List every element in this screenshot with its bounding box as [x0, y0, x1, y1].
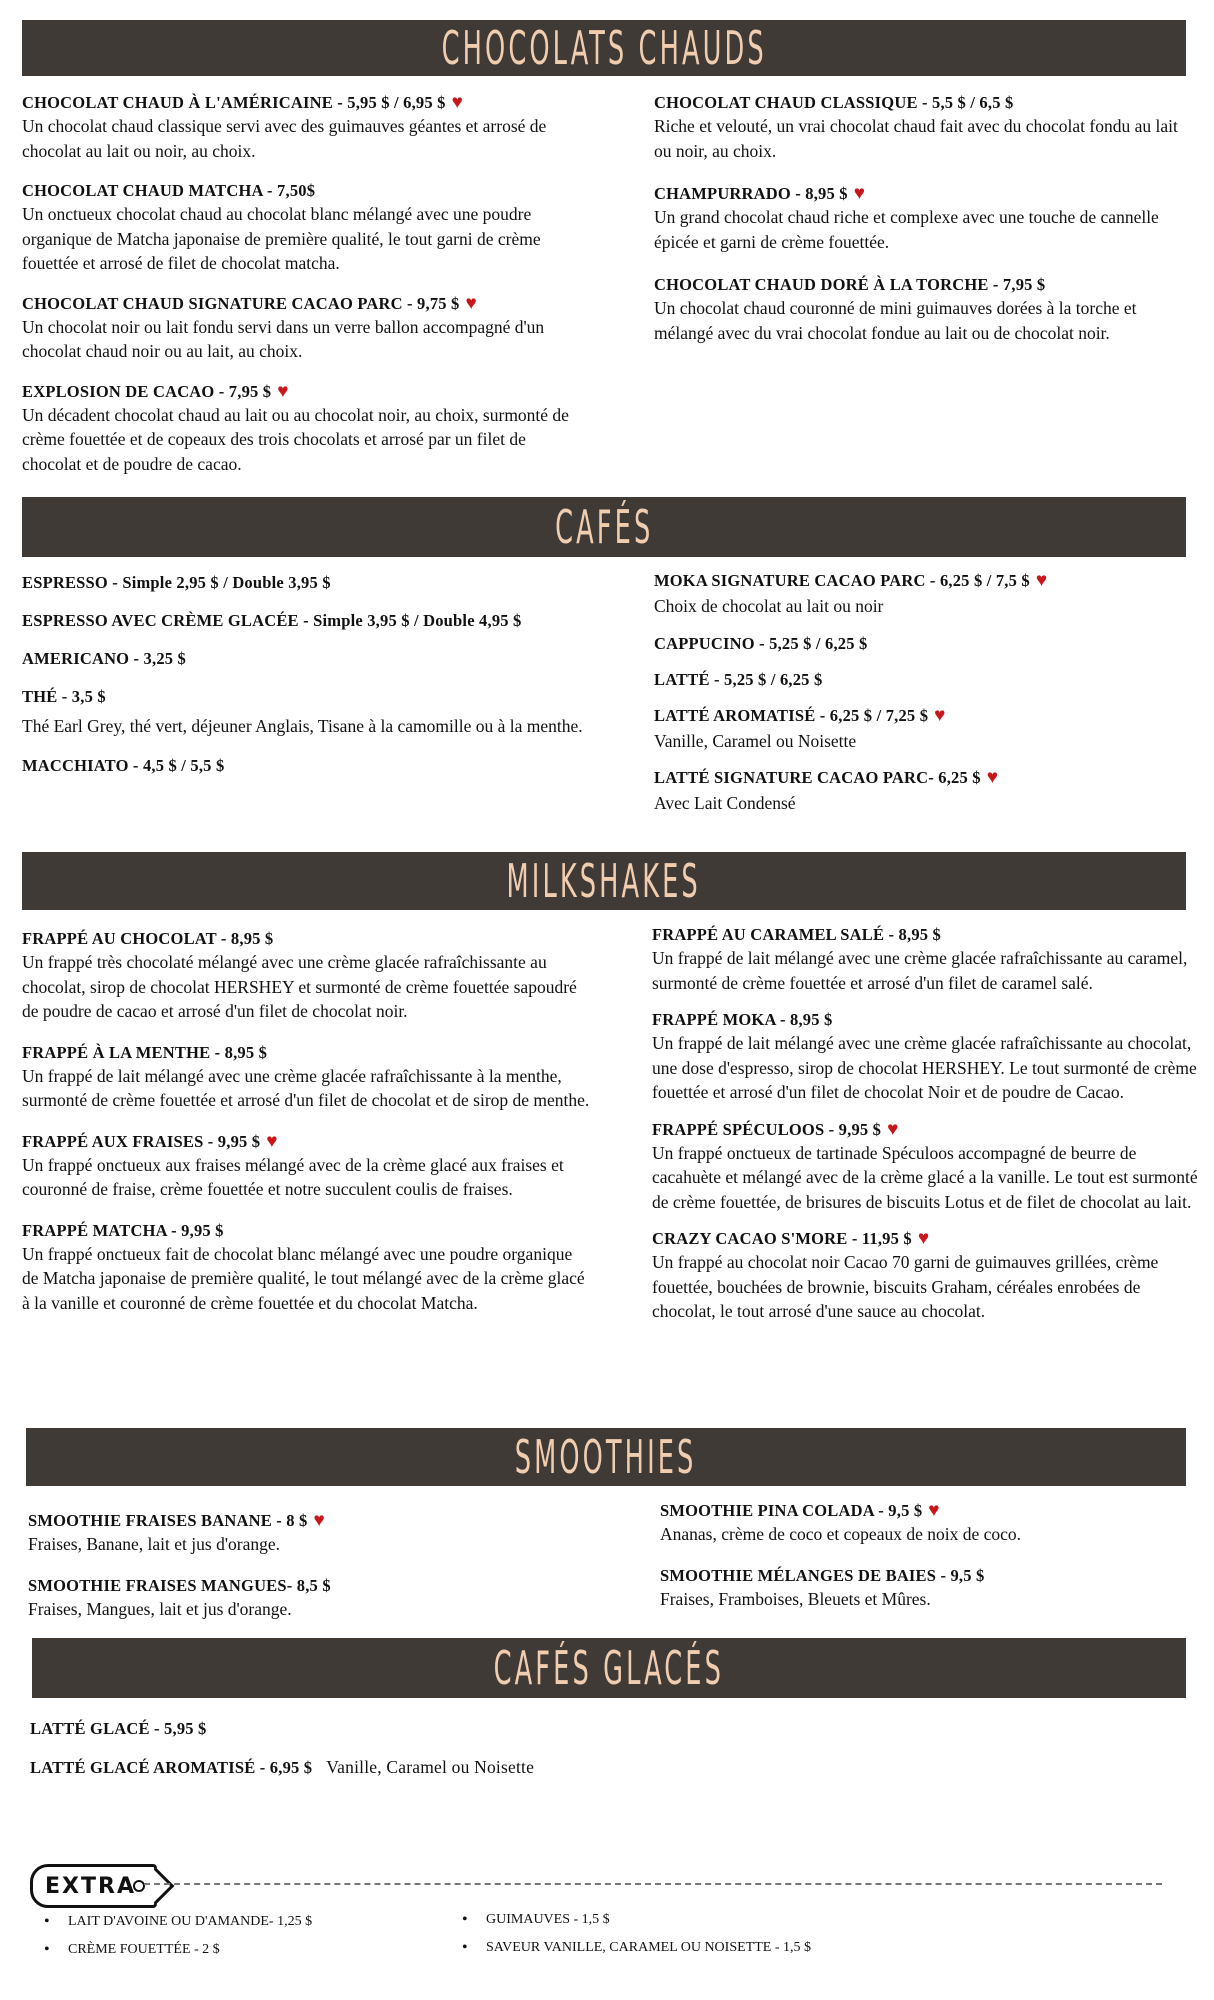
- menu-item: [22, 755, 612, 777]
- extra-badge-hole: [133, 1880, 145, 1892]
- menu-item-name-price: FRAPPÉ AU CHOCOLAT - 8,95 $: [22, 929, 274, 948]
- menu-item-name-price: CAPPUCINO - 5,25 $ / 6,25 $: [654, 633, 868, 653]
- menu-item: [30, 1756, 930, 1779]
- section-title: CHOCOLATS CHAUDS: [441, 21, 767, 75]
- menu-item-name-price: SMOOTHIE FRAISES BANANE - 8 $: [28, 1511, 308, 1530]
- section-banner-iced-coffees: [32, 1638, 1186, 1698]
- menu-item-description: Un onctueux chocolat chaud au chocolat blanc mélangé avec une poudre organique de Matcha japonaise de première qualité, le tout garni de crème fouettée et arrosé de filet de chocolat matcha.: [22, 204, 541, 273]
- menu-item-name-price: FRAPPÉ MOKA - 8,95 $: [652, 1010, 833, 1029]
- extra-item: • LAIT D'AVOINE OU D'AMANDE- 1,25 $: [68, 1908, 312, 1936]
- menu-item-name-price: CHOCOLAT CHAUD SIGNATURE CACAO PARC - 9,75 $: [22, 293, 460, 313]
- menu-item-name-price: LATTÉ - 5,25 $ / 6,25 $: [654, 669, 823, 689]
- menu-item: [22, 1220, 592, 1316]
- menu-item-title: [654, 767, 1194, 789]
- menu-item-name-price: ESPRESSO - Simple 2,95 $ / Double 3,95 $: [22, 573, 331, 592]
- section-banner-milkshakes: [22, 852, 1186, 910]
- menu-item: [654, 705, 1194, 754]
- menu-item-title: [22, 755, 612, 777]
- menu-item-title: [654, 570, 1194, 592]
- menu-item-description: Un frappé de lait mélangé avec une crème glacée rafraîchissante au caramel, surmonté de crème fouettée et arrosé d'un filet de caramel salé.: [652, 948, 1188, 993]
- heart-icon: ♥: [1035, 570, 1048, 591]
- menu-item-description: Fraises, Framboises, Bleuets et Mûres.: [660, 1588, 931, 1609]
- smoothies-right-column: [660, 1500, 1200, 1611]
- menu-item-description: Vanille, Caramel ou Noisette: [326, 1757, 535, 1777]
- menu-item: [22, 92, 582, 163]
- menu-item-description: Un frappé de lait mélangé avec une crème glacée rafraîchissante à la menthe, surmonté de crème fouettée et arrosé d'un filet de chocolat et de sirop de menthe.: [22, 1065, 590, 1110]
- menu-item-name-price: MOKA SIGNATURE CACAO PARC - 6,25 $ / 7,5 $: [654, 571, 1030, 590]
- menu-item-title: [654, 183, 1194, 205]
- menu-item: [652, 1119, 1204, 1215]
- menu-item-name-price: LATTÉ AROMATISÉ - 6,25 $ / 7,25 $: [654, 705, 929, 725]
- menu-item: [22, 293, 582, 364]
- menu-item: [654, 92, 1194, 163]
- menu-item: [22, 686, 612, 739]
- extra-list-right: [486, 1906, 811, 1962]
- menu-item-description: Fraises, Mangues, lait et jus d'orange.: [28, 1598, 292, 1619]
- menu-item-title: [652, 1009, 1204, 1031]
- section-banner-coffees: [22, 497, 1186, 557]
- menu-item-title: [22, 648, 612, 670]
- menu-item: [22, 610, 612, 632]
- menu-item: [660, 1565, 1200, 1612]
- menu-item-title: [22, 686, 612, 708]
- menu-item: [654, 183, 1194, 254]
- menu-item-description: Un décadent chocolat chaud au lait ou au chocolat noir, au choix, surmonté de crème fouettée et de copeaux des trois chocolats et arrosé par un filet de chocolat et de poudre de cacao.: [22, 404, 569, 474]
- menu-item: [654, 633, 1194, 655]
- menu-item-name-price: CRAZY CACAO S'MORE - 11,95 $: [652, 1229, 912, 1248]
- menu-item-name-price: AMERICANO - 3,25 $: [22, 649, 187, 668]
- menu-item-name-price: SMOOTHIE MÉLANGES DE BAIES - 9,5 $: [660, 1565, 985, 1585]
- menu-item-name-price: LATTÉ SIGNATURE CACAO PARC- 6,25 $: [654, 768, 981, 787]
- heart-icon: ♥: [451, 92, 464, 113]
- hot-chocolate-left-column: [22, 92, 582, 476]
- menu-item-description: Un chocolat chaud classique servi avec des guimauves géantes et arrosé de chocolat au lait ou noir, au choix.: [22, 116, 547, 161]
- coffees-right-column: [654, 570, 1194, 816]
- menu-item-title: [660, 1500, 1200, 1522]
- menu-item-title: [652, 1228, 1204, 1250]
- menu-item-description: Un frappé onctueux aux fraises mélangé avec de la crème glacé aux fraises et couronné de fraise, crème fouettée et notre succulent coulis de fraises.: [22, 1154, 564, 1199]
- heart-icon: ♥: [917, 1228, 930, 1249]
- menu-item: [22, 180, 582, 276]
- heart-icon: ♥: [928, 1500, 940, 1521]
- smoothies-left-column: [28, 1510, 588, 1621]
- heart-icon: ♥: [465, 292, 477, 314]
- heart-icon: ♥: [986, 767, 999, 788]
- menu-item-title: [28, 1510, 588, 1532]
- menu-item-title: [652, 1119, 1204, 1141]
- menu-item-title: [654, 274, 1194, 296]
- extra-label: EXTRA: [45, 1873, 136, 1899]
- extra-item: • SAVEUR VANILLE, CARAMEL OU NOISETTE - 1,5 $: [486, 1934, 811, 1962]
- menu-item-title: [22, 1220, 592, 1242]
- heart-icon: ♥: [853, 183, 866, 204]
- section-title: CAFÉS GLACÉS: [493, 1641, 725, 1695]
- menu-item-title: [652, 924, 1204, 946]
- menu-item-title: [654, 92, 1194, 114]
- menu-item: [652, 924, 1204, 995]
- menu-item-title: [28, 1575, 588, 1597]
- menu-item: [22, 572, 612, 594]
- extra-list-left: [68, 1908, 312, 1964]
- menu-item-description: Thé Earl Grey, thé vert, déjeuner Anglais, Tisane à la camomille ou à la menthe.: [22, 716, 583, 736]
- menu-item: [654, 669, 1194, 691]
- menu-item-title: [22, 293, 582, 315]
- menu-item-name-price: FRAPPÉ MATCHA - 9,95 $: [22, 1220, 224, 1240]
- menu-item-title: [22, 610, 612, 632]
- menu-item: [652, 1228, 1204, 1324]
- menu-item-title: [22, 381, 582, 403]
- menu-item-name-price: EXPLOSION DE CACAO - 7,95 $: [22, 381, 272, 401]
- extra-item: • GUIMAUVES - 1,5 $: [486, 1906, 811, 1934]
- menu-item: [660, 1500, 1200, 1547]
- extra-item: • CRÈME FOUETTÉE - 2 $: [68, 1936, 312, 1964]
- heart-icon: ♥: [887, 1118, 899, 1140]
- menu-item: [22, 648, 612, 670]
- menu-item-name-price: CHAMPURRADO - 8,95 $: [654, 184, 848, 203]
- menu-item-name-price: CHOCOLAT CHAUD DORÉ À LA TORCHE - 7,95 $: [654, 275, 1046, 294]
- section-title: CAFÉS: [554, 500, 654, 554]
- iced-coffees-list: [30, 1718, 930, 1779]
- menu-item-name-price: FRAPPÉ AU CARAMEL SALÉ - 8,95 $: [652, 925, 942, 944]
- menu-item: [22, 1131, 592, 1202]
- section-title: SMOOTHIES: [515, 1430, 697, 1484]
- menu-item-name-price: CHOCOLAT CHAUD CLASSIQUE - 5,5 $ / 6,5 $: [654, 93, 1014, 112]
- menu-item-name-price: ESPRESSO AVEC CRÈME GLACÉE - Simple 3,95 $ / Double 4,95 $: [22, 611, 522, 630]
- menu-item-description: Vanille, Caramel ou Noisette: [654, 730, 857, 751]
- menu-item: [28, 1510, 588, 1557]
- heart-icon: ♥: [934, 704, 946, 726]
- coffees-left-column: [22, 572, 612, 777]
- menu-item: [654, 767, 1194, 816]
- menu-item-description: Ananas, crème de coco et copeaux de noix de coco.: [660, 1524, 1022, 1544]
- menu-item-description: Un frappé onctueux fait de chocolat blanc mélangé avec une poudre organique de Matcha japonaise de première qualité, le tout mélangé avec de la crème glacé à la vanille et couronné de crème fouettée et du chocolat Matcha.: [22, 1243, 585, 1313]
- menu-item-title: [22, 1042, 592, 1064]
- heart-icon: ♥: [277, 380, 289, 402]
- menu-item-title: [22, 92, 582, 114]
- menu-item: [22, 928, 592, 1024]
- menu-item-title: [22, 928, 592, 950]
- menu-item: [30, 1718, 930, 1740]
- menu-item-description: Choix de chocolat au lait ou noir: [654, 596, 884, 616]
- heart-icon: ♥: [266, 1130, 278, 1152]
- menu-item-name-price: MACCHIATO - 4,5 $ / 5,5 $: [22, 755, 225, 775]
- menu-item-name-price: LATTÉ GLACÉ AROMATISÉ - 6,95 $: [30, 1758, 313, 1777]
- menu-item: [22, 1042, 592, 1113]
- extra-dashed-divider: [144, 1883, 1162, 1885]
- menu-item-description: Fraises, Banane, lait et jus d'orange.: [28, 1534, 280, 1554]
- menu-item-title: [654, 705, 1194, 727]
- menu-item-title: [22, 180, 582, 202]
- menu-item-description: Avec Lait Condensé: [654, 793, 796, 813]
- menu-item-description: Un chocolat chaud couronné de mini guimauves dorées à la torche et mélangé avec du vrai chocolat fondue au lait ou de chocolat noir.: [654, 298, 1137, 343]
- menu-item: [28, 1575, 588, 1622]
- menu-item-name-price: SMOOTHIE FRAISES MANGUES- 8,5 $: [28, 1575, 331, 1595]
- menu-item-name-price: FRAPPÉ AUX FRAISES - 9,95 $: [22, 1131, 261, 1151]
- menu-item-name-price: SMOOTHIE PINA COLADA - 9,5 $: [660, 1501, 923, 1520]
- menu-item-description: Un frappé de lait mélangé avec une crème glacée rafraîchissante au chocolat, une dose d'espresso, sirop de chocolat HERSHEY. Le tout surmonté de crème fouettée et arrosé d'un filet de chocolat Noir et de poudre de Cacao.: [652, 1033, 1197, 1102]
- menu-item-name-price: THÉ - 3,5 $: [22, 687, 106, 706]
- menu-item: [652, 1009, 1204, 1105]
- menu-item-description: Un frappé au chocolat noir Cacao 70 garni de guimauves grillées, crème fouettée, bouchées de brownie, biscuits Graham, céréales enrobées de chocolat, le tout arrosé d'une sauce au chocolat.: [652, 1252, 1159, 1321]
- milkshakes-left-column: [22, 928, 592, 1315]
- menu-item: [654, 274, 1194, 345]
- menu-item-description: Riche et velouté, un vrai chocolat chaud fait avec du chocolat fondu au lait ou noir, au choix.: [654, 116, 1178, 161]
- menu-item-name-price: FRAPPÉ SPÉCULOOS - 9,95 $: [652, 1119, 882, 1139]
- menu-item-name-price: FRAPPÉ À LA MENTHE - 8,95 $: [22, 1042, 268, 1062]
- section-banner-hot-chocolate: [22, 20, 1186, 76]
- menu-item-name-price: CHOCOLAT CHAUD MATCHA - 7,50$: [22, 181, 316, 200]
- menu-item-name-price: CHOCOLAT CHAUD À L'AMÉRICAINE - 5,95 $ / 6,95 $: [22, 93, 446, 112]
- heart-icon: ♥: [313, 1510, 325, 1531]
- menu-item-title: [654, 633, 1194, 655]
- milkshakes-right-column: [652, 924, 1204, 1324]
- hot-chocolate-right-column: [654, 92, 1194, 345]
- menu-item-description: Un frappé très chocolaté mélangé avec une crème glacée rafraîchissante au chocolat, sirop de chocolat HERSHEY et surmonté de crème fouettée sapoudré de poudre de cacao et arrosé d'un filet de chocolat noir.: [22, 952, 577, 1021]
- menu-item: [22, 381, 582, 477]
- menu-item-title: [660, 1565, 1200, 1587]
- menu-item-title: [22, 1131, 592, 1153]
- section-title: MILKSHAKES: [506, 854, 702, 908]
- menu-item-description: Un chocolat noir ou lait fondu servi dans un verre ballon accompagné d'un chocolat chaud noir ou au lait, au choix.: [22, 316, 545, 361]
- menu-item: [654, 570, 1194, 619]
- menu-item-description: Un frappé onctueux de tartinade Spéculoos accompagné de beurre de cacahuète et mélangé avec de la crème glacé a la vanille. Le tout est surmonté de crème fouettée, de brisures de biscuits Lotus et de filet de chocolat au lait.: [652, 1142, 1198, 1212]
- section-banner-smoothies: [26, 1428, 1186, 1486]
- menu-item-name-price: LATTÉ GLACÉ - 5,95 $: [30, 1719, 207, 1738]
- menu-item-title: [654, 669, 1194, 691]
- menu-item-title: [22, 572, 612, 594]
- menu-item-description: Un grand chocolat chaud riche et complexe avec une touche de cannelle épicée et garni de crème fouettée.: [654, 207, 1159, 252]
